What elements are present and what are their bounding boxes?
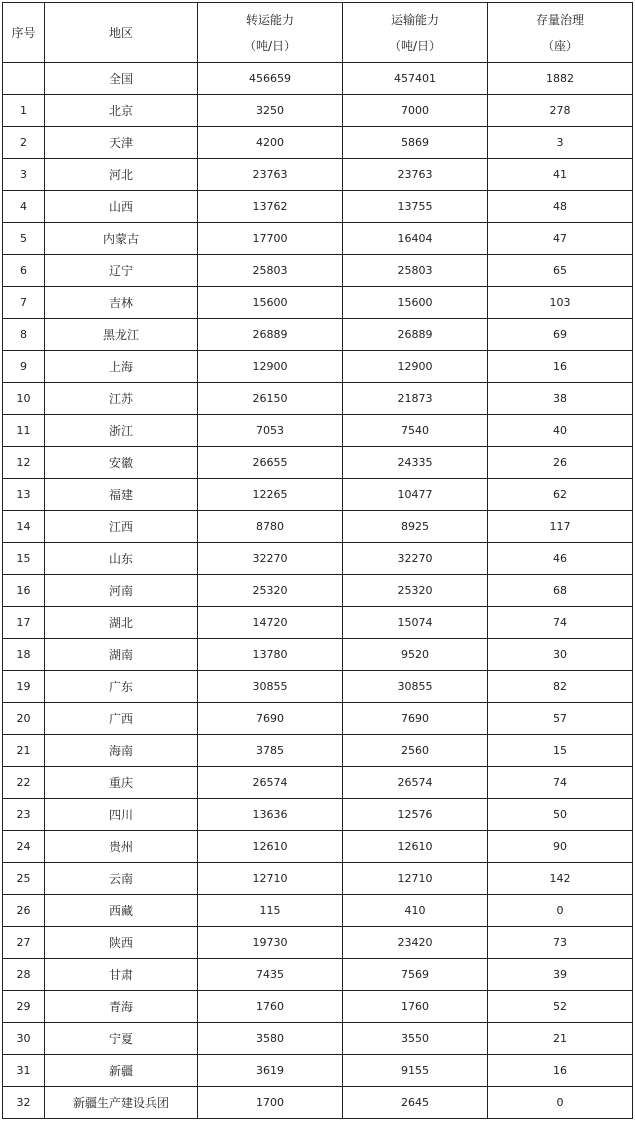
cell-index: 15	[3, 543, 45, 575]
cell-index: 26	[3, 895, 45, 927]
cell-remediation: 16	[488, 351, 633, 383]
cell-region: 重庆	[45, 767, 198, 799]
cell-remediation: 62	[488, 479, 633, 511]
cell-transport: 21873	[343, 383, 488, 415]
cell-region: 吉林	[45, 287, 198, 319]
cell-index: 4	[3, 191, 45, 223]
cell-region: 江苏	[45, 383, 198, 415]
table-row	[3, 799, 633, 831]
cell-remediation: 40	[488, 415, 633, 447]
cell-remediation: 26	[488, 447, 633, 479]
header-transport-unit: （吨/日）	[388, 39, 442, 53]
cell-index: 2	[3, 127, 45, 159]
cell-transfer: 7053	[198, 415, 343, 447]
header-remediation	[488, 3, 633, 63]
cell-region: 贵州	[45, 831, 198, 863]
header-index: 序号	[3, 3, 45, 63]
cell-remediation: 38	[488, 383, 633, 415]
cell-transfer: 1760	[198, 991, 343, 1023]
cell-index: 16	[3, 575, 45, 607]
cell-index: 13	[3, 479, 45, 511]
cell-index: 25	[3, 863, 45, 895]
cell-region: 甘肃	[45, 959, 198, 991]
table-row	[3, 1055, 633, 1087]
cell-transport: 7000	[343, 95, 488, 127]
cell-transport: 5869	[343, 127, 488, 159]
cell-index	[3, 63, 45, 95]
cell-remediation: 41	[488, 159, 633, 191]
cell-transport: 13755	[343, 191, 488, 223]
cell-region: 全国	[45, 63, 198, 95]
header-transfer-unit: （吨/日）	[243, 39, 297, 53]
table-row	[3, 1087, 633, 1119]
cell-transfer: 32270	[198, 543, 343, 575]
cell-region: 新疆生产建设兵团	[45, 1087, 198, 1119]
cell-transport: 26574	[343, 767, 488, 799]
table-row	[3, 831, 633, 863]
table-row	[3, 767, 633, 799]
cell-transfer: 25320	[198, 575, 343, 607]
cell-region: 山东	[45, 543, 198, 575]
cell-region: 内蒙古	[45, 223, 198, 255]
cell-region: 河南	[45, 575, 198, 607]
cell-remediation: 3	[488, 127, 633, 159]
cell-transfer: 25803	[198, 255, 343, 287]
table-row	[3, 607, 633, 639]
cell-remediation: 0	[488, 895, 633, 927]
cell-region: 云南	[45, 863, 198, 895]
table-row	[3, 959, 633, 991]
cell-index: 29	[3, 991, 45, 1023]
cell-transfer: 13636	[198, 799, 343, 831]
table-row	[3, 319, 633, 351]
cell-transfer: 3619	[198, 1055, 343, 1087]
cell-remediation: 46	[488, 543, 633, 575]
header-remediation-label: 存量治理	[535, 13, 584, 27]
cell-transport: 8925	[343, 511, 488, 543]
table-row	[3, 191, 633, 223]
table-row	[3, 575, 633, 607]
cell-transport: 7540	[343, 415, 488, 447]
cell-remediation: 117	[488, 511, 633, 543]
cell-transport: 24335	[343, 447, 488, 479]
cell-remediation: 69	[488, 319, 633, 351]
cell-region: 天津	[45, 127, 198, 159]
cell-index: 14	[3, 511, 45, 543]
cell-transport: 15074	[343, 607, 488, 639]
cell-transfer: 19730	[198, 927, 343, 959]
cell-transport: 10477	[343, 479, 488, 511]
cell-index: 1	[3, 95, 45, 127]
total-row	[3, 63, 633, 95]
cell-region: 海南	[45, 735, 198, 767]
cell-remediation: 39	[488, 959, 633, 991]
cell-index: 22	[3, 767, 45, 799]
table-row	[3, 1023, 633, 1055]
cell-transport: 16404	[343, 223, 488, 255]
cell-remediation: 90	[488, 831, 633, 863]
cell-index: 20	[3, 703, 45, 735]
cell-transport: 23763	[343, 159, 488, 191]
cell-transport: 2560	[343, 735, 488, 767]
table-row	[3, 991, 633, 1023]
cell-transport: 410	[343, 895, 488, 927]
cell-region: 黑龙江	[45, 319, 198, 351]
cell-transfer: 3580	[198, 1023, 343, 1055]
cell-index: 18	[3, 639, 45, 671]
cell-region: 河北	[45, 159, 198, 191]
table-row	[3, 287, 633, 319]
cell-index: 17	[3, 607, 45, 639]
cell-remediation: 142	[488, 863, 633, 895]
cell-transfer: 17700	[198, 223, 343, 255]
cell-remediation: 82	[488, 671, 633, 703]
cell-index: 11	[3, 415, 45, 447]
cell-remediation: 57	[488, 703, 633, 735]
cell-transfer: 26574	[198, 767, 343, 799]
cell-transfer: 115	[198, 895, 343, 927]
cell-transfer: 26655	[198, 447, 343, 479]
cell-region: 广东	[45, 671, 198, 703]
table-row	[3, 223, 633, 255]
cell-remediation: 50	[488, 799, 633, 831]
cell-transfer: 3250	[198, 95, 343, 127]
cell-transport: 457401	[343, 63, 488, 95]
cell-remediation: 48	[488, 191, 633, 223]
cell-index: 23	[3, 799, 45, 831]
cell-remediation: 52	[488, 991, 633, 1023]
cell-region: 上海	[45, 351, 198, 383]
cell-region: 西藏	[45, 895, 198, 927]
cell-region: 安徽	[45, 447, 198, 479]
cell-transfer: 13780	[198, 639, 343, 671]
cell-index: 19	[3, 671, 45, 703]
cell-transport: 23420	[343, 927, 488, 959]
cell-transfer: 15600	[198, 287, 343, 319]
cell-transport: 12710	[343, 863, 488, 895]
cell-transport: 3550	[343, 1023, 488, 1055]
cell-transfer: 1700	[198, 1087, 343, 1119]
cell-remediation: 16	[488, 1055, 633, 1087]
cell-index: 28	[3, 959, 45, 991]
cell-remediation: 65	[488, 255, 633, 287]
cell-remediation: 0	[488, 1087, 633, 1119]
cell-transfer: 456659	[198, 63, 343, 95]
table-row	[3, 127, 633, 159]
cell-remediation: 1882	[488, 63, 633, 95]
cell-region: 山西	[45, 191, 198, 223]
cell-transfer: 8780	[198, 511, 343, 543]
cell-remediation: 74	[488, 607, 633, 639]
cell-transport: 7690	[343, 703, 488, 735]
table-row	[3, 703, 633, 735]
cell-remediation: 73	[488, 927, 633, 959]
cell-transport: 9520	[343, 639, 488, 671]
table-row	[3, 511, 633, 543]
cell-transfer: 3785	[198, 735, 343, 767]
header-transfer-label: 转运能力	[245, 13, 294, 27]
table-row	[3, 543, 633, 575]
cell-remediation: 278	[488, 95, 633, 127]
table-row	[3, 351, 633, 383]
cell-transport: 1760	[343, 991, 488, 1023]
cell-index: 27	[3, 927, 45, 959]
cell-remediation: 74	[488, 767, 633, 799]
header-transport-label: 运输能力	[390, 13, 439, 27]
header-transfer	[198, 3, 343, 63]
cell-transport: 25803	[343, 255, 488, 287]
cell-region: 新疆	[45, 1055, 198, 1087]
cell-index: 32	[3, 1087, 45, 1119]
cell-region: 浙江	[45, 415, 198, 447]
table-row	[3, 255, 633, 287]
cell-transfer: 26889	[198, 319, 343, 351]
table-row	[3, 159, 633, 191]
cell-index: 8	[3, 319, 45, 351]
header-remediation-unit: （座）	[541, 39, 578, 53]
table-row	[3, 639, 633, 671]
cell-remediation: 103	[488, 287, 633, 319]
cell-region: 青海	[45, 991, 198, 1023]
cell-region: 福建	[45, 479, 198, 511]
cell-transfer: 4200	[198, 127, 343, 159]
cell-region: 宁夏	[45, 1023, 198, 1055]
cell-remediation: 30	[488, 639, 633, 671]
cell-transfer: 30855	[198, 671, 343, 703]
cell-index: 21	[3, 735, 45, 767]
table-row	[3, 863, 633, 895]
cell-transport: 7569	[343, 959, 488, 991]
table-row	[3, 671, 633, 703]
cell-region: 江西	[45, 511, 198, 543]
header-row	[3, 3, 633, 63]
cell-transfer: 23763	[198, 159, 343, 191]
cell-transport: 30855	[343, 671, 488, 703]
cell-transport: 12576	[343, 799, 488, 831]
cell-transport: 12610	[343, 831, 488, 863]
cell-index: 3	[3, 159, 45, 191]
table-row	[3, 479, 633, 511]
cell-index: 10	[3, 383, 45, 415]
cell-transfer: 7435	[198, 959, 343, 991]
cell-transfer: 26150	[198, 383, 343, 415]
cell-transport: 26889	[343, 319, 488, 351]
header-region: 地区	[45, 3, 198, 63]
cell-transport: 32270	[343, 543, 488, 575]
cell-transport: 12900	[343, 351, 488, 383]
cell-transport: 15600	[343, 287, 488, 319]
cell-region: 辽宁	[45, 255, 198, 287]
cell-remediation: 68	[488, 575, 633, 607]
cell-region: 湖北	[45, 607, 198, 639]
header-transport	[343, 3, 488, 63]
cell-index: 6	[3, 255, 45, 287]
cell-transport: 25320	[343, 575, 488, 607]
cell-transfer: 14720	[198, 607, 343, 639]
cell-transfer: 12710	[198, 863, 343, 895]
cell-remediation: 47	[488, 223, 633, 255]
cell-transfer: 13762	[198, 191, 343, 223]
table-row	[3, 895, 633, 927]
table-row	[3, 415, 633, 447]
cell-transport: 2645	[343, 1087, 488, 1119]
table-row	[3, 383, 633, 415]
table-row	[3, 927, 633, 959]
cell-index: 5	[3, 223, 45, 255]
cell-index: 31	[3, 1055, 45, 1087]
cell-transfer: 12610	[198, 831, 343, 863]
table-row	[3, 447, 633, 479]
cell-region: 湖南	[45, 639, 198, 671]
cell-index: 9	[3, 351, 45, 383]
cell-region: 四川	[45, 799, 198, 831]
cell-index: 24	[3, 831, 45, 863]
capacity-table	[2, 2, 633, 1119]
cell-transfer: 7690	[198, 703, 343, 735]
cell-region: 北京	[45, 95, 198, 127]
cell-index: 12	[3, 447, 45, 479]
cell-remediation: 15	[488, 735, 633, 767]
cell-transfer: 12265	[198, 479, 343, 511]
cell-region: 广西	[45, 703, 198, 735]
cell-region: 陕西	[45, 927, 198, 959]
table-row	[3, 95, 633, 127]
cell-index: 7	[3, 287, 45, 319]
cell-remediation: 21	[488, 1023, 633, 1055]
cell-transfer: 12900	[198, 351, 343, 383]
cell-index: 30	[3, 1023, 45, 1055]
cell-transport: 9155	[343, 1055, 488, 1087]
table-row	[3, 735, 633, 767]
